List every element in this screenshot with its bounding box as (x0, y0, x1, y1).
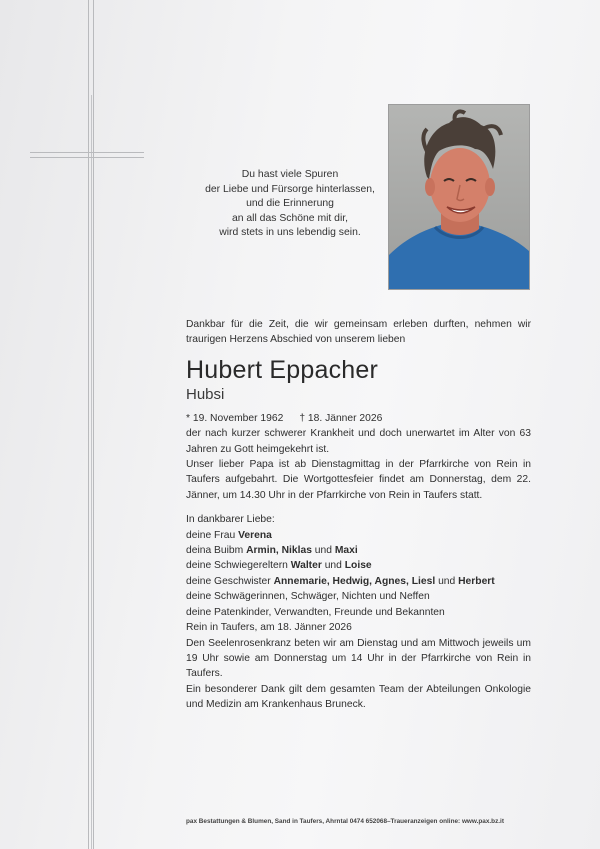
cross-horizontal-line (30, 152, 144, 158)
mourner-line: deine Geschwister Annemarie, Hedwig, Agnes, Liesl und Herbert (186, 575, 495, 587)
life-dates (186, 411, 531, 426)
mourners-list (186, 512, 531, 620)
poem-line: Du hast viele Spuren (241, 169, 339, 180)
obituary-content (186, 317, 531, 713)
death-date: † 18. Jänner 2026 (299, 412, 383, 424)
deceased-nickname: Hubsi (186, 385, 225, 403)
mourner-line: deine Schwiegereltern Walter und Loise (186, 560, 372, 572)
poem-line: wird stets in uns lebendig sein. (219, 227, 361, 239)
intro-text: Dankbar für die Zeit, die wir gemeinsam erleben durften, nehmen wir traurigen Herzens Abschied von unserem lieben (186, 319, 531, 346)
footer-line: pax Bestattungen & Blumen, Sand in Taufers, Ahrntal 0474 652068–Traueranzeigen online: www.pax.bz.it (186, 818, 504, 825)
poem-line: der Liebe und Fürsorge hinterlassen, (205, 183, 375, 195)
deceased-name: Hubert Eppacher (186, 355, 379, 384)
portrait-illustration (389, 105, 529, 289)
portrait-photo (388, 104, 530, 290)
thanks-text: Ein besonderer Dank gilt dem gesamten Team der Abteilungen Onkologie und Medizin am Krankenhaus Bruneck. (186, 683, 531, 711)
place-date: Rein in Taufers, am 18. Jänner 2026 (186, 622, 352, 634)
mourners-heading: In dankbarer Liebe: (186, 514, 275, 526)
memorial-poem (190, 168, 390, 241)
death-text: der nach kurzer schwerer Krankheit und doch unerwartet im Alter von 63 Jahren zu Gott heimgekehrt ist. (186, 428, 531, 455)
mourner-line: deine Patenkinder, Verwandten, Freunde und Bekannten (186, 606, 445, 618)
birth-date: * 19. November 1962 (186, 412, 284, 424)
mourner-line: deine Frau Verena (186, 529, 272, 541)
rosary-text: Den Seelenrosenkranz beten wir am Dienstag und am Mittwoch jeweils um 19 Uhr sowie am Donnerstag um 14 Uhr in der Pfarrkirche von Rein in Taufers. (186, 637, 531, 680)
mourner-line: deine Schwägerinnen, Schwäger, Nichten und Neffen (186, 591, 430, 603)
footer-text (186, 818, 531, 826)
poem-line: und die Erinnerung (246, 198, 334, 210)
mourner-line: deina Buibm Armin, Niklas und Maxi (186, 545, 358, 557)
viewing-text: Unser lieber Papa ist ab Dienstagmittag in der Pfarrkirche von Rein in Taufers aufgebahrt. Die Wortgottesfeier findet am Donnerstag, dem 22. Jänner, um 14.30 Uhr in der Pfarrkirche von Rein in Taufers statt. (186, 459, 531, 501)
poem-line: an all das Schöne mit dir, (231, 212, 349, 224)
cross-inner-line (91, 95, 92, 849)
